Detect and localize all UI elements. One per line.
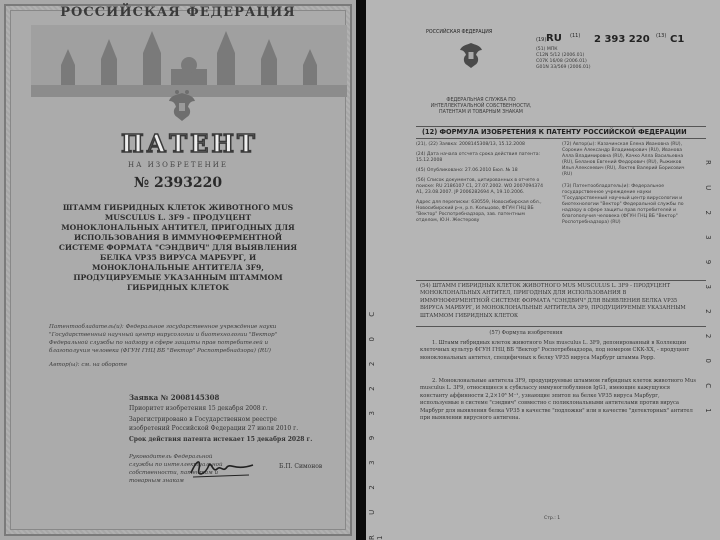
patent-holder-text: Патентообладатель(и): Федеральное государственное учреждение науки "Государственный научный центр вирусологии и биотехнологии "Вектор" Федеральной службы по надзору в сфере защиты прав потребителей и благополучия человека (ФГУН ГНЦ ВБ "Вектор" Роспотребнадзора) (RU) — [49, 324, 278, 354]
side-patent-code-left: R U 2 3 9 3 2 2 0 C 1 — [368, 302, 384, 540]
divider — [416, 138, 706, 139]
certificate-inner-frame — [10, 5, 346, 530]
claims-heading: (57) Формула изобретения — [489, 330, 563, 336]
code-13: (13) — [656, 33, 667, 39]
kind-code: C1 — [670, 34, 685, 45]
code-19: (19) — [536, 37, 547, 43]
russian-coat-of-arms-icon — [458, 40, 484, 70]
divider — [416, 126, 706, 127]
authors-column: (72) Автор(ы): Казачинская Елена Ивановна (RU), Сорокин Александр Владимирович (RU), Иванова Алла Владимировна (RU), Качко Алла Васильевна (RU), Беланов Евгений Федорович (RU), Рыжиков Илья Алексеевич (RU), Локтев Валерий Борисович (RU) (73) Патентообладатель(и): Федеральное государственное учреждение науки "Государственный научный центр вирусологии и биотехнологии "Вектор" Федеральной службы по надзору в сфере защиты прав потребителей и благополучия человека (ФГУН ГНЦ ВБ "Вектор" Роспотребнадзора) (RU) — [562, 142, 685, 225]
divider — [416, 280, 706, 281]
code-11: (11) — [570, 33, 581, 39]
patent-description-page — [366, 0, 720, 540]
claim-2: 2. Моноклональные антитела 3F9, продуцируемые штаммом гибридных клеток животного Mus musculus L. 3F9, относящиеся к субклассу иммуноглобулинов IgG1, имеющие кажущуюся константу аффинности 2,2×10⁸ М⁻¹, узнающие эпитоп на белке VP35 вируса Марбург, используемые в системе "сэндвич" совместно с поликлональными антителами против вируса Марбург для выявления белка VP35 в качестве "подложки" или в качестве "детекторных" антител при выявлении вирусного антигена. — [420, 378, 696, 422]
certificate-banner: РОССИЙСКАЯ ФЕДЕРАЦИЯ — [60, 5, 296, 20]
invention-title: ШТАММ ГИБРИДНЫХ КЛЕТОК ЖИВОТНОГО MUS MUSCULUS L. 3F9 - ПРОДУЦЕНТ МОНОКЛОНАЛЬНЫХ АНТИТЕЛ, ПРИГОДНЫХ ДЛЯ ИСПОЛЬЗОВАНИЯ В ИММУНОФЕРМЕНТНОЙ СИСТЕМЕ ФОРМАТА "СЭНДВИЧ" ДЛЯ ВЫЯВЛЕНИЯ БЕЛКА VP35 ВИРУСА МАРБУРГ, И МОНОКЛОНАЛЬНЫЕ АНТИТЕЛА 3F9, ПРОДУЦИРУЕМЫЕ УКАЗАННЫМ ШТАММОМ ГИБРИДНЫХ КЛЕТОК — [58, 203, 298, 292]
agency-name: ФЕДЕРАЛЬНАЯ СЛУЖБА ПО ИНТЕЛЛЕКТУАЛЬНОЙ СОБСТВЕННОСТИ, ПАТЕНТАМ И ТОВАРНЫМ ЗНАКАМ — [430, 98, 532, 115]
formula-heading: (12) ФОРМУЛА ИЗОБРЕТЕНИЯ К ПАТЕНТУ РОССИЙСКОЙ ФЕДЕРАЦИИ — [422, 128, 687, 136]
head-name: Б.П. Симонов — [279, 463, 323, 470]
expiry-date: Срок действия патента истекает 15 декабря 2028 г. — [129, 436, 313, 443]
patent-number: № 2393220 — [133, 175, 223, 191]
header-patent-number: 2 393 220 — [594, 34, 650, 45]
priority-date: Приоритет изобретения 15 декабря 2008 г. — [129, 405, 268, 412]
patent-heading: ПАТЕНТ — [121, 129, 258, 158]
rf-label: РОССИЙСКАЯ ФЕДЕРАЦИЯ — [426, 30, 493, 35]
country-code: RU — [546, 33, 562, 44]
application-number: Заявка № 2008145308 — [129, 393, 220, 402]
description-title: (54) ШТАММ ГИБРИДНЫХ КЛЕТОК ЖИВОТНОГО MUS MUSCULUS L. 3F9 - ПРОДУЦЕНТ МОНОКЛОНАЛЬНЫХ АНТИТЕЛ, ПРИГОДНЫХ ДЛЯ ИСПОЛЬЗОВАНИЯ В ИММУНОФЕРМЕНТНОЙ СИСТЕМЕ ФОРМАТА "СЭНДВИЧ" ДЛЯ ВЫЯВЛЕНИЯ БЕЛКА VP35 ВИРУСА МАРБУРГ, И МОНОКЛОНАЛЬНЫЕ АНТИТЕЛА 3F9, ПРОДУЦИРУЕМЫЕ УКАЗАННЫМ ШТАММОМ ГИБРИДНЫХ КЛЕТОК — [420, 283, 686, 319]
registration-date: Зарегистрировано в Государственном реестре изобретений Российской Федерации 27 июля 2010 г. — [129, 416, 299, 432]
side-patent-code-right: R U 2 3 9 3 2 2 0 C 1 — [704, 160, 712, 422]
head-title: Руководитель Федеральной службы по интеллектуальной собственности, патентам и товарным знакам — [129, 454, 223, 484]
authors-text: Автор(ы): см. на обороте — [49, 362, 128, 368]
patent-certificate-page — [0, 0, 356, 540]
page-label: Стр.: 1 — [544, 516, 561, 521]
claim-1: 1. Штамм гибридных клеток животного Mus musculus L. 3F9, депонированный в Коллекции клеточных культур ФГУН ГНЦ ВБ "Вектор" Роспотребнадзора, под номером СКК-ХХ, - продуцент моноклональных антител, специфичных к белку VP35 вируса Марбург штамма Popp. — [420, 340, 690, 361]
divider — [416, 326, 706, 327]
handwritten-signature — [187, 455, 257, 481]
ipc-block: (51) МПК C12N 5/12 (2006.01) C07K 16/08 (2006.01) G01N 33/569 (2006.01) — [536, 47, 591, 70]
application-data-column: (21), (22) Заявка: 2008145308/13, 15.12.2008 (24) Дата начала отсчета срока действия патента: 15.12.2008 (45) Опубликовано: 27.06.2010 Бюл. № 18 (56) Список документов, цитированных в отчете о поиске: RU 2186107 C1, 27.07.2002. WO 2007094374 A1, 23.08.2007. JP 2006282694 A, 19.10.2006. Адрес для переписки: 630559, Новосибирская обл., Новосибирский р-н, р.п. Кольцово, ФГУН ГНЦ ВБ "Вектор" Роспотребнадзора, зав. патентным отделом, Ю.Н. Жестерову — [416, 142, 543, 223]
double-headed-eagle-emblem-icon — [167, 89, 197, 123]
kremlin-illustration-icon — [31, 25, 347, 97]
patent-subheading: НА ИЗОБРЕТЕНИЕ — [128, 161, 228, 169]
